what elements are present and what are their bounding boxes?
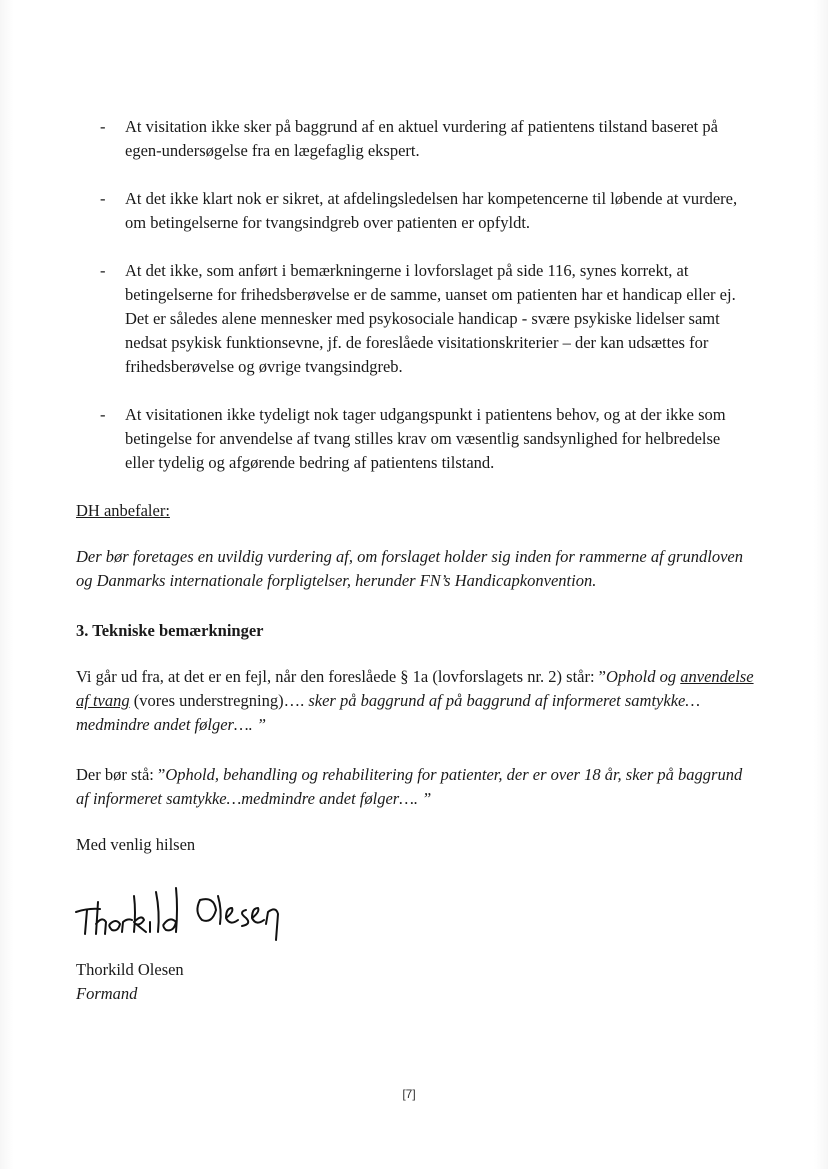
- italic-quote: Ophold og: [606, 667, 681, 686]
- technical-paragraph-2: [76, 763, 756, 811]
- italic-quote: Ophold, behandling og rehabilitering for patienter, der er over 18 år, sker på baggrund af informeret samtykke…medmindre andet følger…. ”: [76, 765, 743, 808]
- italic-quote: sker på baggrund af på baggrund af informeret samtykke…medmindre andet følger…. ”: [76, 691, 701, 734]
- text-segment: (vores understregning)….: [129, 691, 309, 710]
- bullet-text: At visitationen ikke tydeligt nok tager udgangspunkt i patientens behov, og at der ikke som betingelse for anvendelse af tvang stilles krav om væsentlig sandsynlighed for helbredelse eller tydelig og afgørende bedring af patientens tilstand.: [125, 405, 726, 472]
- bullet-text: At det ikke, som anført i bemærkningerne i lovforslaget på side 116, synes korrekt, at betingelserne for frihedsberøvelse er de samme, uanset om patienten har et handicap eller ej. Det er således alene mennesker med psykosociale handicap - svære psykiske lidelser samt nedsat psykisk funktionsevne, jf. de foreslåede visitationskriterier – der kan udsættes for frihedsberøvelse og øvrige tvangsindgreb.: [125, 261, 736, 376]
- bullet-item: [100, 187, 750, 235]
- handwritten-signature: [70, 878, 290, 948]
- underlined-quote: anvendelse af tvang: [76, 667, 754, 710]
- bullet-marker: -: [100, 117, 106, 136]
- bullet-item: [100, 259, 750, 379]
- bullet-marker: -: [100, 261, 106, 280]
- dh-recommendation-heading: DH anbefaler:: [76, 501, 170, 520]
- bullet-item: [100, 403, 750, 475]
- bullet-marker: -: [100, 405, 106, 424]
- closing-greeting: Med venlig hilsen: [76, 835, 196, 854]
- bullet-item: [100, 115, 750, 163]
- text-segment: Vi går ud fra, at det er en fejl, når den foreslåede § 1a (lovforslagets nr. 2) står: ”: [76, 667, 606, 686]
- bullet-list: [100, 115, 750, 499]
- bullet-text: At visitation ikke sker på baggrund af en aktuel vurdering af patientens tilstand baseret på egen-undersøgelse fra en lægefaglig ekspert.: [125, 117, 718, 160]
- section-heading: 3. Tekniske bemærkninger: [76, 621, 264, 640]
- bullet-marker: -: [100, 189, 106, 208]
- signer-name: Thorkild Olesen: [76, 960, 184, 979]
- dh-recommendation-text: Der bør foretages en uvildig vurdering af, om forslaget holder sig inden for rammerne af grundloven og Danmarks internationale forpligtelser, herunder FN’s Handicapkonvention.: [76, 547, 743, 590]
- bullet-text: At det ikke klart nok er sikret, at afdelingsledelsen har kompetencerne til løbende at vurdere, om betingelserne for tvangsindgreb over patienten er opfyldt.: [125, 189, 738, 232]
- technical-paragraph-1: [76, 665, 756, 737]
- text-segment: Der bør stå: ”: [76, 765, 166, 784]
- page-number: [7]: [402, 1087, 416, 1101]
- signer-title: Formand: [76, 984, 138, 1003]
